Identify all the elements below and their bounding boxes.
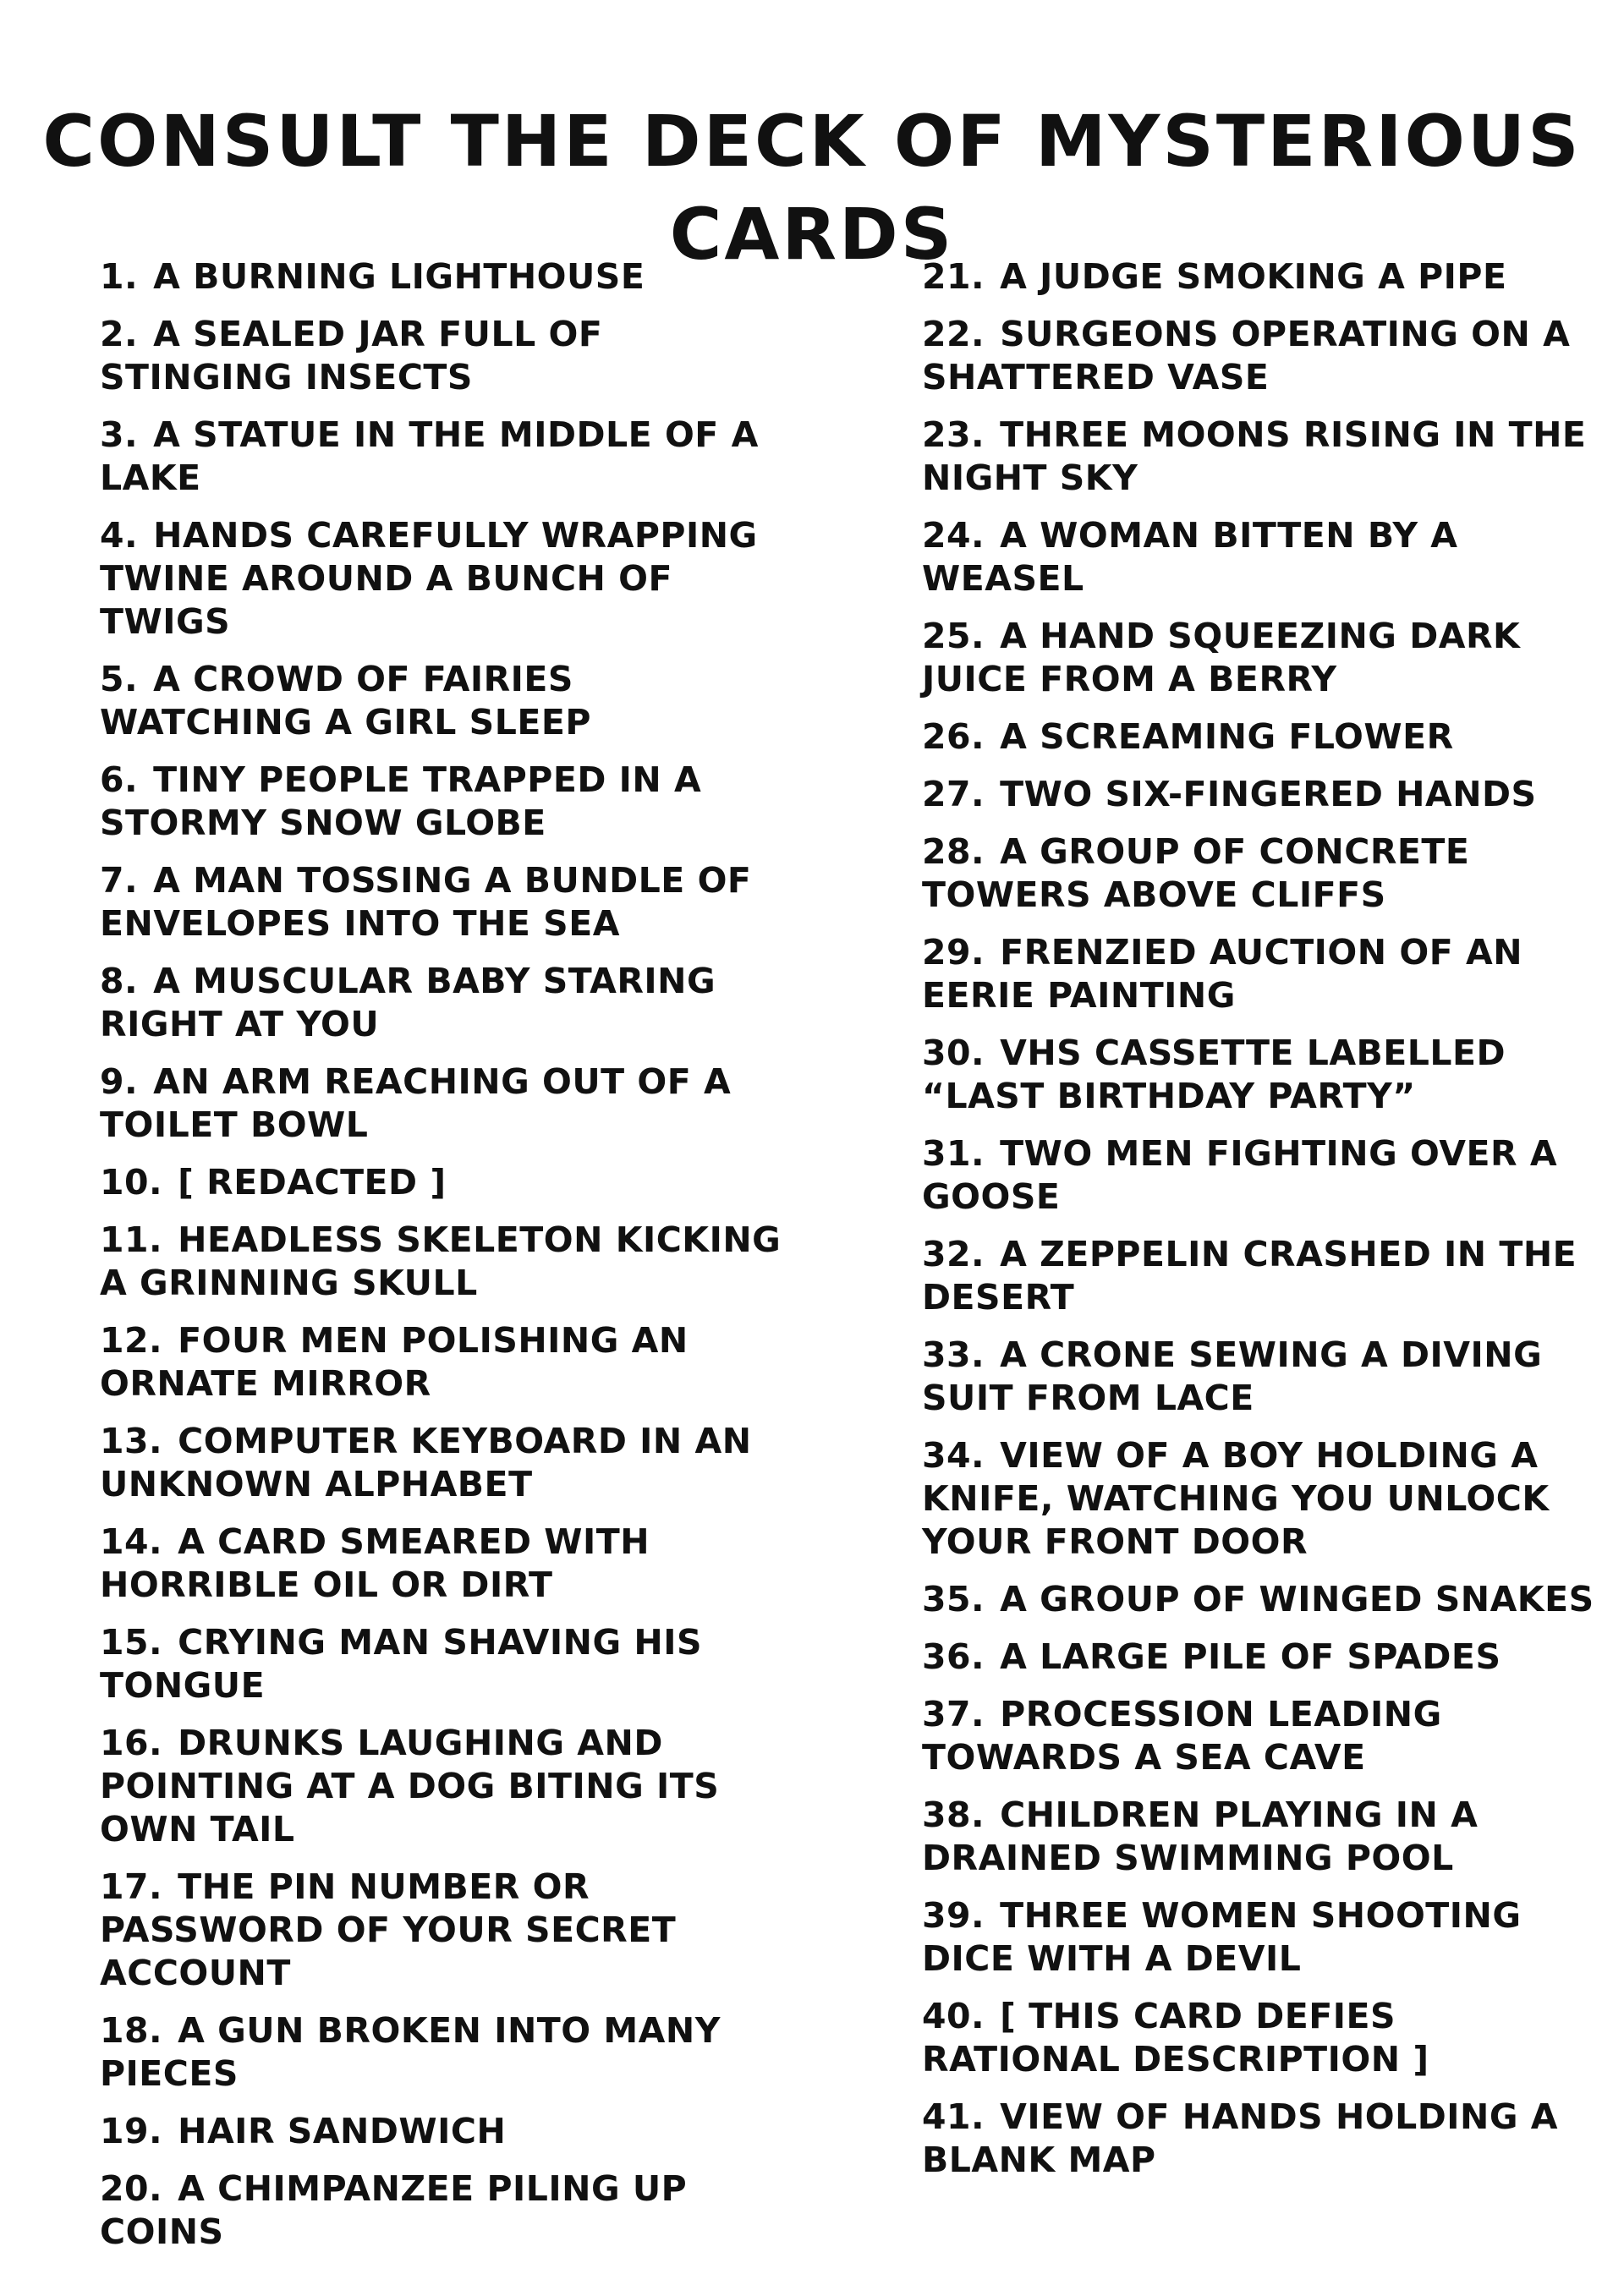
card-description: PROCESSION LEADING TOWARDS A SEA CAVE bbox=[922, 1694, 1442, 1778]
card-description: A GUN BROKEN INTO MANY PIECES bbox=[100, 2010, 721, 2094]
card-number: 9. bbox=[100, 1061, 139, 1102]
card-description: A WOMAN BITTEN BY A WEASEL bbox=[922, 515, 1458, 599]
card-number: 28. bbox=[922, 831, 985, 872]
card-number: 35. bbox=[922, 1579, 985, 1619]
card-item bbox=[922, 830, 1599, 917]
card-description: HEADLESS SKELETON KICKING A GRINNING SKULL bbox=[100, 1219, 782, 1303]
card-description: A HAND SQUEEZING DARK JUICE FROM A BERRY bbox=[922, 616, 1521, 699]
card-description: [ THIS CARD DEFIES RATIONAL DESCRIPTION ] bbox=[922, 1996, 1429, 2080]
card-item bbox=[922, 1995, 1599, 2081]
card-item bbox=[922, 1794, 1599, 1880]
card-description: A GROUP OF CONCRETE TOWERS ABOVE CLIFFS bbox=[922, 831, 1470, 915]
card-description: VIEW OF A BOY HOLDING A KNIFE, WATCHING YOU UNLOCK YOUR FRONT DOOR bbox=[922, 1435, 1550, 1562]
card-item bbox=[922, 414, 1599, 500]
card-item bbox=[922, 1132, 1599, 1219]
card-number: 31. bbox=[922, 1133, 985, 1174]
card-item bbox=[922, 2096, 1599, 2182]
card-description: A LARGE PILE OF SPADES bbox=[1000, 1636, 1501, 1677]
card-description: A CARD SMEARED WITH HORRIBLE OIL OR DIRT bbox=[100, 1521, 650, 1605]
card-description: A BURNING LIGHTHOUSE bbox=[153, 256, 645, 297]
card-item bbox=[922, 715, 1599, 759]
card-description: THE PIN NUMBER OR PASSWORD OF YOUR SECRET ACCOUNT bbox=[100, 1866, 677, 1993]
card-number: 14. bbox=[100, 1521, 163, 1562]
card-number: 2. bbox=[100, 314, 139, 354]
card-number: 41. bbox=[922, 2096, 985, 2137]
card-number: 4. bbox=[100, 515, 139, 556]
card-description: A MAN TOSSING A BUNDLE OF ENVELOPES INTO THE SEA bbox=[100, 860, 752, 944]
card-number: 23. bbox=[922, 414, 985, 455]
card-description: A SEALED JAR FULL OF STINGING INSECTS bbox=[100, 314, 603, 397]
card-description: TWO SIX-FINGERED HANDS bbox=[1000, 774, 1537, 814]
card-description: AN ARM REACHING OUT OF A TOILET BOWL bbox=[100, 1061, 732, 1145]
card-description: HANDS CAREFULLY WRAPPING TWINE AROUND A BUNCH OF TWIGS bbox=[100, 515, 758, 642]
card-number: 25. bbox=[922, 616, 985, 656]
card-description: A MUSCULAR BABY STARING RIGHT AT YOU bbox=[100, 961, 716, 1044]
card-list-left bbox=[100, 255, 793, 2268]
card-item bbox=[922, 1434, 1599, 1564]
card-number: 1. bbox=[100, 256, 139, 297]
card-number: 40. bbox=[922, 1996, 985, 2036]
card-item bbox=[922, 773, 1599, 816]
card-number: 19. bbox=[100, 2111, 163, 2151]
card-description: SURGEONS OPERATING ON A SHATTERED VASE bbox=[922, 314, 1571, 397]
card-description: CHILDREN PLAYING IN A DRAINED SWIMMING POOL bbox=[922, 1795, 1479, 1878]
card-description: TINY PEOPLE TRAPPED IN A STORMY SNOW GLOBE bbox=[100, 759, 702, 843]
card-description: FOUR MEN POLISHING AN ORNATE MIRROR bbox=[100, 1320, 689, 1404]
card-item bbox=[922, 1233, 1599, 1319]
card-item bbox=[922, 1578, 1599, 1621]
card-item bbox=[922, 1894, 1599, 1981]
card-item bbox=[922, 255, 1599, 299]
card-number: 20. bbox=[100, 2168, 163, 2209]
card-item bbox=[100, 1420, 793, 1506]
card-description: THREE MOONS RISING IN THE NIGHT SKY bbox=[922, 414, 1587, 498]
card-number: 13. bbox=[100, 1421, 163, 1461]
card-item bbox=[922, 313, 1599, 399]
card-item bbox=[100, 859, 793, 945]
card-description: VIEW OF HANDS HOLDING A BLANK MAP bbox=[922, 2096, 1559, 2180]
card-description: A CRONE SEWING A DIVING SUIT FROM LACE bbox=[922, 1334, 1543, 1418]
card-number: 18. bbox=[100, 2010, 163, 2051]
card-number: 11. bbox=[100, 1219, 163, 1260]
card-number: 38. bbox=[922, 1795, 985, 1835]
card-number: 21. bbox=[922, 256, 985, 297]
card-description: COMPUTER KEYBOARD IN AN UNKNOWN ALPHABET bbox=[100, 1421, 752, 1504]
card-number: 37. bbox=[922, 1694, 985, 1734]
card-description: CRYING MAN SHAVING HIS TONGUE bbox=[100, 1622, 702, 1706]
card-description: A CHIMPANZEE PILING UP COINS bbox=[100, 2168, 688, 2252]
card-item bbox=[922, 615, 1599, 701]
card-number: 39. bbox=[922, 1895, 985, 1936]
card-item bbox=[100, 1722, 793, 1851]
card-number: 24. bbox=[922, 515, 985, 556]
card-item bbox=[100, 1621, 793, 1707]
card-description: A STATUE IN THE MIDDLE OF A LAKE bbox=[100, 414, 759, 498]
card-item bbox=[100, 658, 793, 744]
card-item bbox=[922, 1636, 1599, 1679]
card-item bbox=[922, 1032, 1599, 1118]
card-item bbox=[100, 1521, 793, 1607]
card-description: HAIR SANDWICH bbox=[178, 2111, 507, 2151]
card-item bbox=[100, 514, 793, 644]
card-number: 26. bbox=[922, 716, 985, 757]
card-number: 33. bbox=[922, 1334, 985, 1375]
card-item bbox=[922, 1334, 1599, 1420]
card-number: 3. bbox=[100, 414, 139, 455]
card-list-right bbox=[922, 255, 1599, 2196]
card-description: VHS CASSETTE LABELLED “LAST BIRTHDAY PARTY” bbox=[922, 1033, 1506, 1116]
card-description: TWO MEN FIGHTING OVER A GOOSE bbox=[922, 1133, 1558, 1217]
card-number: 36. bbox=[922, 1636, 985, 1677]
card-item bbox=[100, 1319, 793, 1406]
card-number: 10. bbox=[100, 1162, 163, 1203]
card-item bbox=[100, 313, 793, 399]
card-item bbox=[100, 2009, 793, 2096]
card-number: 5. bbox=[100, 659, 139, 699]
card-number: 8. bbox=[100, 961, 139, 1001]
card-description: A GROUP OF WINGED SNAKES bbox=[1000, 1579, 1594, 1619]
card-description: [ REDACTED ] bbox=[178, 1162, 447, 1203]
card-item bbox=[100, 2110, 793, 2153]
card-item bbox=[100, 1219, 793, 1305]
card-number: 16. bbox=[100, 1723, 163, 1763]
card-number: 29. bbox=[922, 932, 985, 973]
card-number: 30. bbox=[922, 1033, 985, 1073]
card-item bbox=[100, 2167, 793, 2254]
card-number: 22. bbox=[922, 314, 985, 354]
card-item bbox=[922, 514, 1599, 600]
card-item bbox=[100, 1161, 793, 1204]
card-description: A JUDGE SMOKING A PIPE bbox=[1000, 256, 1507, 297]
card-description: FRENZIED AUCTION OF AN EERIE PAINTING bbox=[922, 932, 1523, 1016]
card-item bbox=[922, 931, 1599, 1017]
card-item bbox=[922, 1693, 1599, 1779]
card-description: THREE WOMEN SHOOTING DICE WITH A DEVIL bbox=[922, 1895, 1522, 1979]
card-item bbox=[100, 255, 793, 299]
card-item bbox=[100, 960, 793, 1046]
card-number: 6. bbox=[100, 759, 139, 800]
card-description: A ZEPPELIN CRASHED IN THE DESERT bbox=[922, 1234, 1577, 1318]
card-number: 12. bbox=[100, 1320, 163, 1361]
card-number: 34. bbox=[922, 1435, 985, 1476]
page-title: CONSULT THE DECK OF MYSTERIOUS CARDS bbox=[42, 100, 1582, 276]
card-item bbox=[100, 414, 793, 500]
card-description: A SCREAMING FLOWER bbox=[1000, 716, 1454, 757]
card-item bbox=[100, 1060, 793, 1147]
card-description: A CROWD OF FAIRIES WATCHING A GIRL SLEEP bbox=[100, 659, 591, 743]
card-number: 27. bbox=[922, 774, 985, 814]
card-item bbox=[100, 759, 793, 845]
card-number: 15. bbox=[100, 1622, 163, 1663]
card-number: 32. bbox=[922, 1234, 985, 1274]
card-item bbox=[100, 1866, 793, 1995]
card-description: DRUNKS LAUGHING AND POINTING AT A DOG BITING ITS OWN TAIL bbox=[100, 1723, 720, 1849]
card-number: 17. bbox=[100, 1866, 163, 1907]
card-number: 7. bbox=[100, 860, 139, 901]
